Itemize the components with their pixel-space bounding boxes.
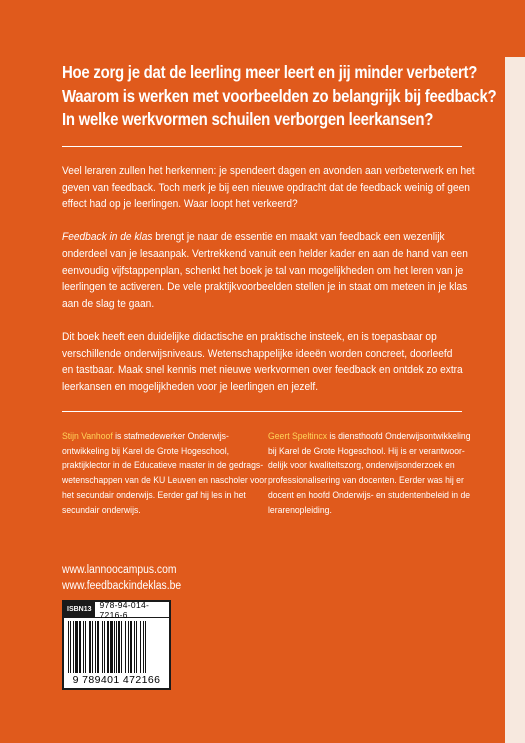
headline-line: Waarom is werken met voorbeelden zo belangrijk bij feedback? (62, 85, 497, 106)
isbn-barcode (62, 600, 171, 690)
barcode-bar (136, 621, 137, 673)
text-line: Dit boek heeft een duidelijke didactische en praktische insteek, en is toepasbaar op (62, 330, 437, 343)
headline-questions (62, 61, 497, 132)
divider-bottom (62, 411, 462, 412)
bio-line: ontwikkeling bij Karel de Grote Hogeschool, (62, 445, 230, 457)
barcode-bar (89, 621, 91, 673)
bio-line: bij Karel de Grote Hogeschool. Hij is er verantwoor- (268, 445, 465, 457)
isbn-header (64, 599, 169, 620)
text-line (62, 229, 458, 246)
barcode-bar (145, 621, 146, 673)
barcode-bar (68, 621, 69, 673)
barcode-bar (73, 621, 74, 673)
approach-paragraph (62, 329, 463, 395)
bio-line (62, 430, 269, 445)
intro-paragraph (62, 163, 475, 213)
headline-line: Hoe zorg je dat de leerling meer leert en jij minder verbetert? (62, 62, 478, 82)
text-line: leerkansen en mogelijkheden voor je leerlingen en jezelf. (62, 380, 319, 393)
text-span: is diensthoofd Onderwijsontwikkeling (327, 431, 471, 442)
barcode-bars (68, 621, 165, 673)
bio-line (268, 430, 475, 445)
barcode-bar (116, 621, 117, 673)
bio-line: praktijklector in de Educatieve master in de gedrags- (62, 460, 264, 472)
text-span: brengt je naar de essentie en maakt van feedback een wezenlijk (152, 231, 445, 244)
website-link[interactable]: www.feedbackindeklas.be (62, 579, 182, 592)
text-line: onderdeel van je lesaanpak. Vertrekkend vanuit een helder kader en aan de hand van een (62, 247, 468, 260)
barcode-bar (125, 621, 126, 673)
bio-line: het secundair onderwijs. Eerder gaf hij les in het (62, 489, 246, 501)
barcode-bar (107, 621, 109, 673)
barcode-bar (83, 621, 84, 673)
book-title: Feedback in de klas (62, 231, 153, 244)
text-span: is stafmedewerker Onderwijs- (112, 431, 229, 442)
blurb (62, 163, 475, 412)
bio-line: professionalisering van docenten. Eerder was hij er (268, 475, 464, 487)
book-paragraph (62, 229, 468, 312)
barcode-digits: 9 789401 472166 (72, 674, 161, 686)
text-line: Veel leraren zullen het herkennen: je spendeert dagen en avonden aan verbeterwerk en het (62, 165, 475, 177)
divider-top (62, 146, 462, 147)
bio-line: delijk voor kwaliteitszorg, onderwijsonderzoek en (268, 460, 455, 472)
barcode-bar (85, 621, 86, 673)
barcode-bar (79, 621, 81, 673)
author-bio-speltincx (268, 430, 475, 518)
barcode-bar (104, 621, 105, 673)
bio-line: wetenschappen van de KU Leuven en nascholer voor (62, 475, 267, 487)
isbn-number: 978-94-014-7216-6 (99, 599, 150, 620)
barcode-bar (128, 621, 129, 673)
author-bio-vanhoof (62, 430, 269, 518)
website-links (62, 563, 181, 594)
bio-line: lerarenopleiding. (268, 504, 332, 516)
website-link[interactable]: www.lannoocampus.com (62, 564, 177, 576)
barcode-bar (102, 621, 103, 673)
author-name: Stijn Vanhoof (62, 431, 113, 442)
text-line: geven van feedback. Toch merk je bij een nieuwe opdracht dat de feedback weinig of geen (62, 181, 470, 194)
text-line: en tastbaar. Maak snel kennis met nieuwe werkvormen over feedback en ontdek zo extra (62, 364, 463, 377)
text-line: eenvoudig vijfstappenplan, schenkt het boek je tal van mogelijkheden om het leren van je (62, 264, 464, 277)
headline-line: In welke werkvormen schuilen verborgen leerkansen? (62, 109, 434, 129)
barcode-bar (140, 621, 141, 673)
isbn-label: ISBN13 (64, 602, 95, 617)
bio-line: secundair onderwijs. (62, 504, 141, 516)
author-name: Geert Speltincx (268, 431, 328, 442)
barcode-bar (130, 621, 132, 673)
barcode-bar (70, 621, 71, 673)
barcode-bar (114, 621, 115, 673)
barcode-bar (121, 621, 122, 673)
barcode-bar (92, 621, 93, 673)
text-line: aan de slag te gaan. (62, 297, 155, 310)
text-line: verschillende onderwijsniveaus. Wetenschappelijke ideeën worden concreet, doorleefd (62, 347, 453, 360)
text-line: effect had op je leerlingen. Waar loopt het verkeerd? (62, 198, 298, 211)
bio-line: docent en hoofd Onderwijs- en studentenbeleid in de (268, 489, 471, 501)
cover-edge-strip (505, 57, 525, 743)
barcode-bar (75, 621, 78, 673)
barcode-bar (118, 621, 120, 673)
text-line: leerlingen te activeren. De vele praktijkvoorbeelden stellen je in staat om meteen in je klas (62, 281, 468, 294)
barcode-bar (134, 621, 135, 673)
barcode-bar (110, 621, 113, 673)
barcode-bar (143, 621, 144, 673)
barcode-bar (97, 621, 99, 673)
barcode-bar (95, 621, 96, 673)
